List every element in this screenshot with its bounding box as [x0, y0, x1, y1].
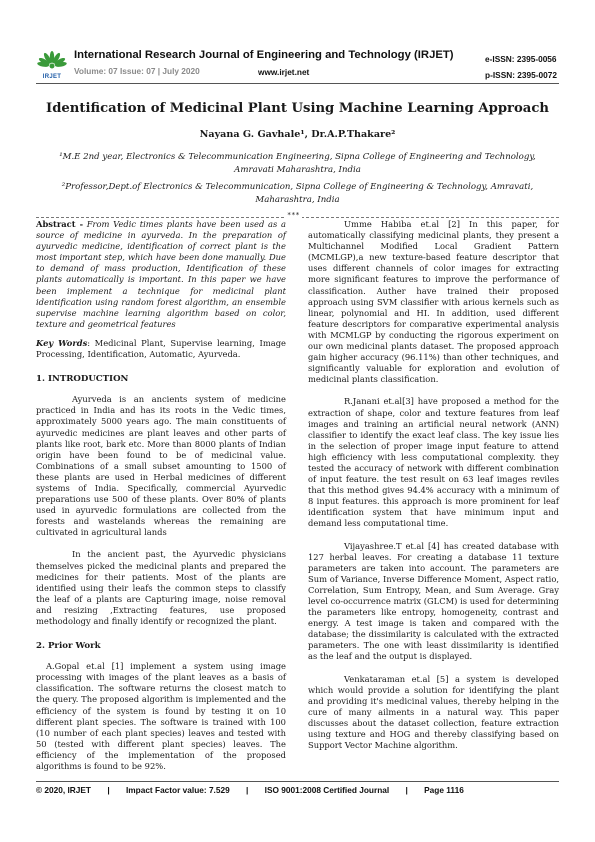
affiliation-1: ¹M.E 2nd year, Electronics & Telecommunication Engineering, Sipna College of Engineering and Technology, Amravati Maharashtra, India: [59, 152, 536, 175]
footer-copyright: © 2020, IRJET: [36, 785, 91, 795]
logo-text: IRJET: [42, 74, 62, 80]
footer-separator: |: [405, 785, 408, 795]
prior-work-paragraph-3: R.Janani et.al[3] have proposed a method for the extraction of shape, color and texture features from leaf images and training an artificial neural network (ANN) classifier to identify the exact leaf class. The key issue lies in the selection of proper image input feature to attend high efficiency with less computational complexity. they tested the accuracy of network with different combination of input feature. the test result on 63 leaf images reviles that this method gives 94.4% accuracy with a minimum of 8 input features. this approach is more prominent for leaf identification system that have minimum input and demand less computational time.: [308, 396, 559, 529]
e-issn: e-ISSN: 2395-0056: [485, 54, 557, 64]
prior-work-paragraph-1: A.Gopal et.al [1] implement a system using image processing with images of the plant leaves as a basis of classification. The software returns the closest match to the query. The proposed algorithm is implemented and the efficiency of the system is found by testing it on 10 different plant species. The software is trained with 100 (10 number of each plant species) leaves and tested with 50 (tested with different plant species) leaves. The efficiency of the implementation of the proposed algorithms is found to be 92%.: [36, 661, 286, 772]
logo-center-dot: [50, 64, 55, 69]
header-rule: [36, 83, 559, 84]
footer-page-number: Page 1116: [424, 785, 464, 795]
abstract: [36, 219, 286, 330]
separator-stars: ***: [287, 211, 300, 219]
prior-work-paragraph-5: Venkataraman et.al [5] a system is developed which would provide a solution for identifying the plant and providing it's medicinal values, thereby helping in the cure of many ailments in a natural way. This paper discusses about the dataset collection, feature extraction using texture and HOG and thereby classifying based on Support Vector Machine algorithm.: [308, 673, 559, 751]
p-issn: p-ISSN: 2395-0072: [485, 70, 557, 80]
footer-iso: ISO 9001:2008 Certified Journal: [264, 785, 390, 795]
abstract-label: Abstract -: [36, 219, 84, 229]
abstract-text: From Vedic times plants have been used as a source of medicine in ayurveda. In the preparation of ayurvedic medicine, identification of correct plant is the most important step, which have been done manually. Due to demand of mass production, Identification of these plants automatically is important. In this paper we have been implement a technique for medicinal plant identification using random forest algorithm, an ensemble supervise machine learning algorithm based on color, texture and geometrical features: [36, 219, 286, 329]
paper-authors: Nayana G. Gavhale¹, Dr.A.P.Thakare²: [199, 129, 396, 140]
journal-name: International Research Journal of Engineering and Technology (IRJET): [74, 49, 454, 61]
intro-paragraph-2: In the ancient past, the Ayurvedic physicians themselves picked the medicinal plants and prepared the medicines for their patients. Most of the plants are identified using their leafs the common steps to classify the leaf of a plants are Capturing image, noise removal and resizing ,Extracting features, use proposed methodology and finally identify or recognized the plant.: [36, 549, 286, 626]
section-heading-prior-work: 2. Prior Work: [36, 641, 101, 652]
keywords-text: : Medicinal Plant, Supervise learning, Image Processing, Identification, Automatic, Ayurveda.: [36, 337, 286, 360]
left-column: [36, 219, 286, 772]
section-heading-introduction: 1. INTRODUCTION: [36, 374, 129, 385]
paper-title: Identification of Medicinal Plant Using Machine Learning Approach: [46, 101, 549, 116]
volume-issue: Volume: 07 Issue: 07 | July 2020: [74, 66, 200, 76]
journal-website-link[interactable]: www.irjet.net: [258, 67, 310, 77]
keywords-label: Key Words: [36, 337, 88, 348]
prior-work-paragraph-2: Umme Habiba et.al [2] In this paper, for automatically classifying medicinal plants, they present a Multichannel Modified Local Gradient Pattern (MCMLGP),a new texture-based feature descriptor that uses different channels of color images for extracting more significant features to improve the performance of classification. Auther have trained their proposed approach using SVM classifier with arious kernels such as linear, polynomial and HI. In addition, used different feature descriptors for comparative experimental analysis with MCMLGP by conducting the rigorous experiment on our own medicinal plants dataset. The proposed approach gain higher accuracy (96.11%) than other techniques, and significantly valuable for exploration and evolution of medicinal plants classification.: [308, 219, 559, 385]
footer-separator: |: [107, 785, 110, 795]
affiliation-2: ²Professor,Dept.of Electronics & Telecommunication, Sipna College of Engineering & Technology, Amravati, Maharashtra, India: [61, 182, 534, 205]
issn-block: [485, 51, 557, 83]
keywords: [36, 338, 286, 360]
right-column: [308, 219, 559, 751]
footer-impact-factor: Impact Factor value: 7.529: [125, 785, 230, 795]
footer-rule: [36, 781, 559, 782]
intro-paragraph-1: Ayurveda is an ancients system of medicine practiced in India and has its roots in the Vedic times, approximately 5000 years ago. The main constituents of ayurvedic medicines are plant leaves and other parts of plants like root, bark etc. More than 8000 plants of Indian origin have been found to be of medicinal value. Combinations of a small subset amounting to 1500 of these plants are used in Herbal medicines of different systems of India. Specifically, commercial Ayurvedic preparations use 500 of these plants. Over 80% of plants used in ayurvedic formulations are collected from the forests and wastelands whereas the remaining are cultivated in agricultural lands: [36, 394, 286, 538]
prior-work-paragraph-4: Vijayashree.T et.al [4] has created database with 127 herbal leaves. For creating a database 11 texture parameters are taken into account. The parameters are Sum of Variance, Inverse Difference Moment, Aspect ratio, Correlation, Sum Entropy, Mean, and Sum Average. Gray level co-occurrence matrix (GLCM) is used for determining the parameters like entropy, homogeneity, contrast and energy. A test image is taken and compared with the database; the dissimilarity is calculated with the extracted parameters. The one with least dissimilarity is identified as the leaf and the output is displayed.: [308, 540, 559, 662]
footer-separator: |: [246, 785, 249, 795]
footer: [36, 785, 478, 795]
